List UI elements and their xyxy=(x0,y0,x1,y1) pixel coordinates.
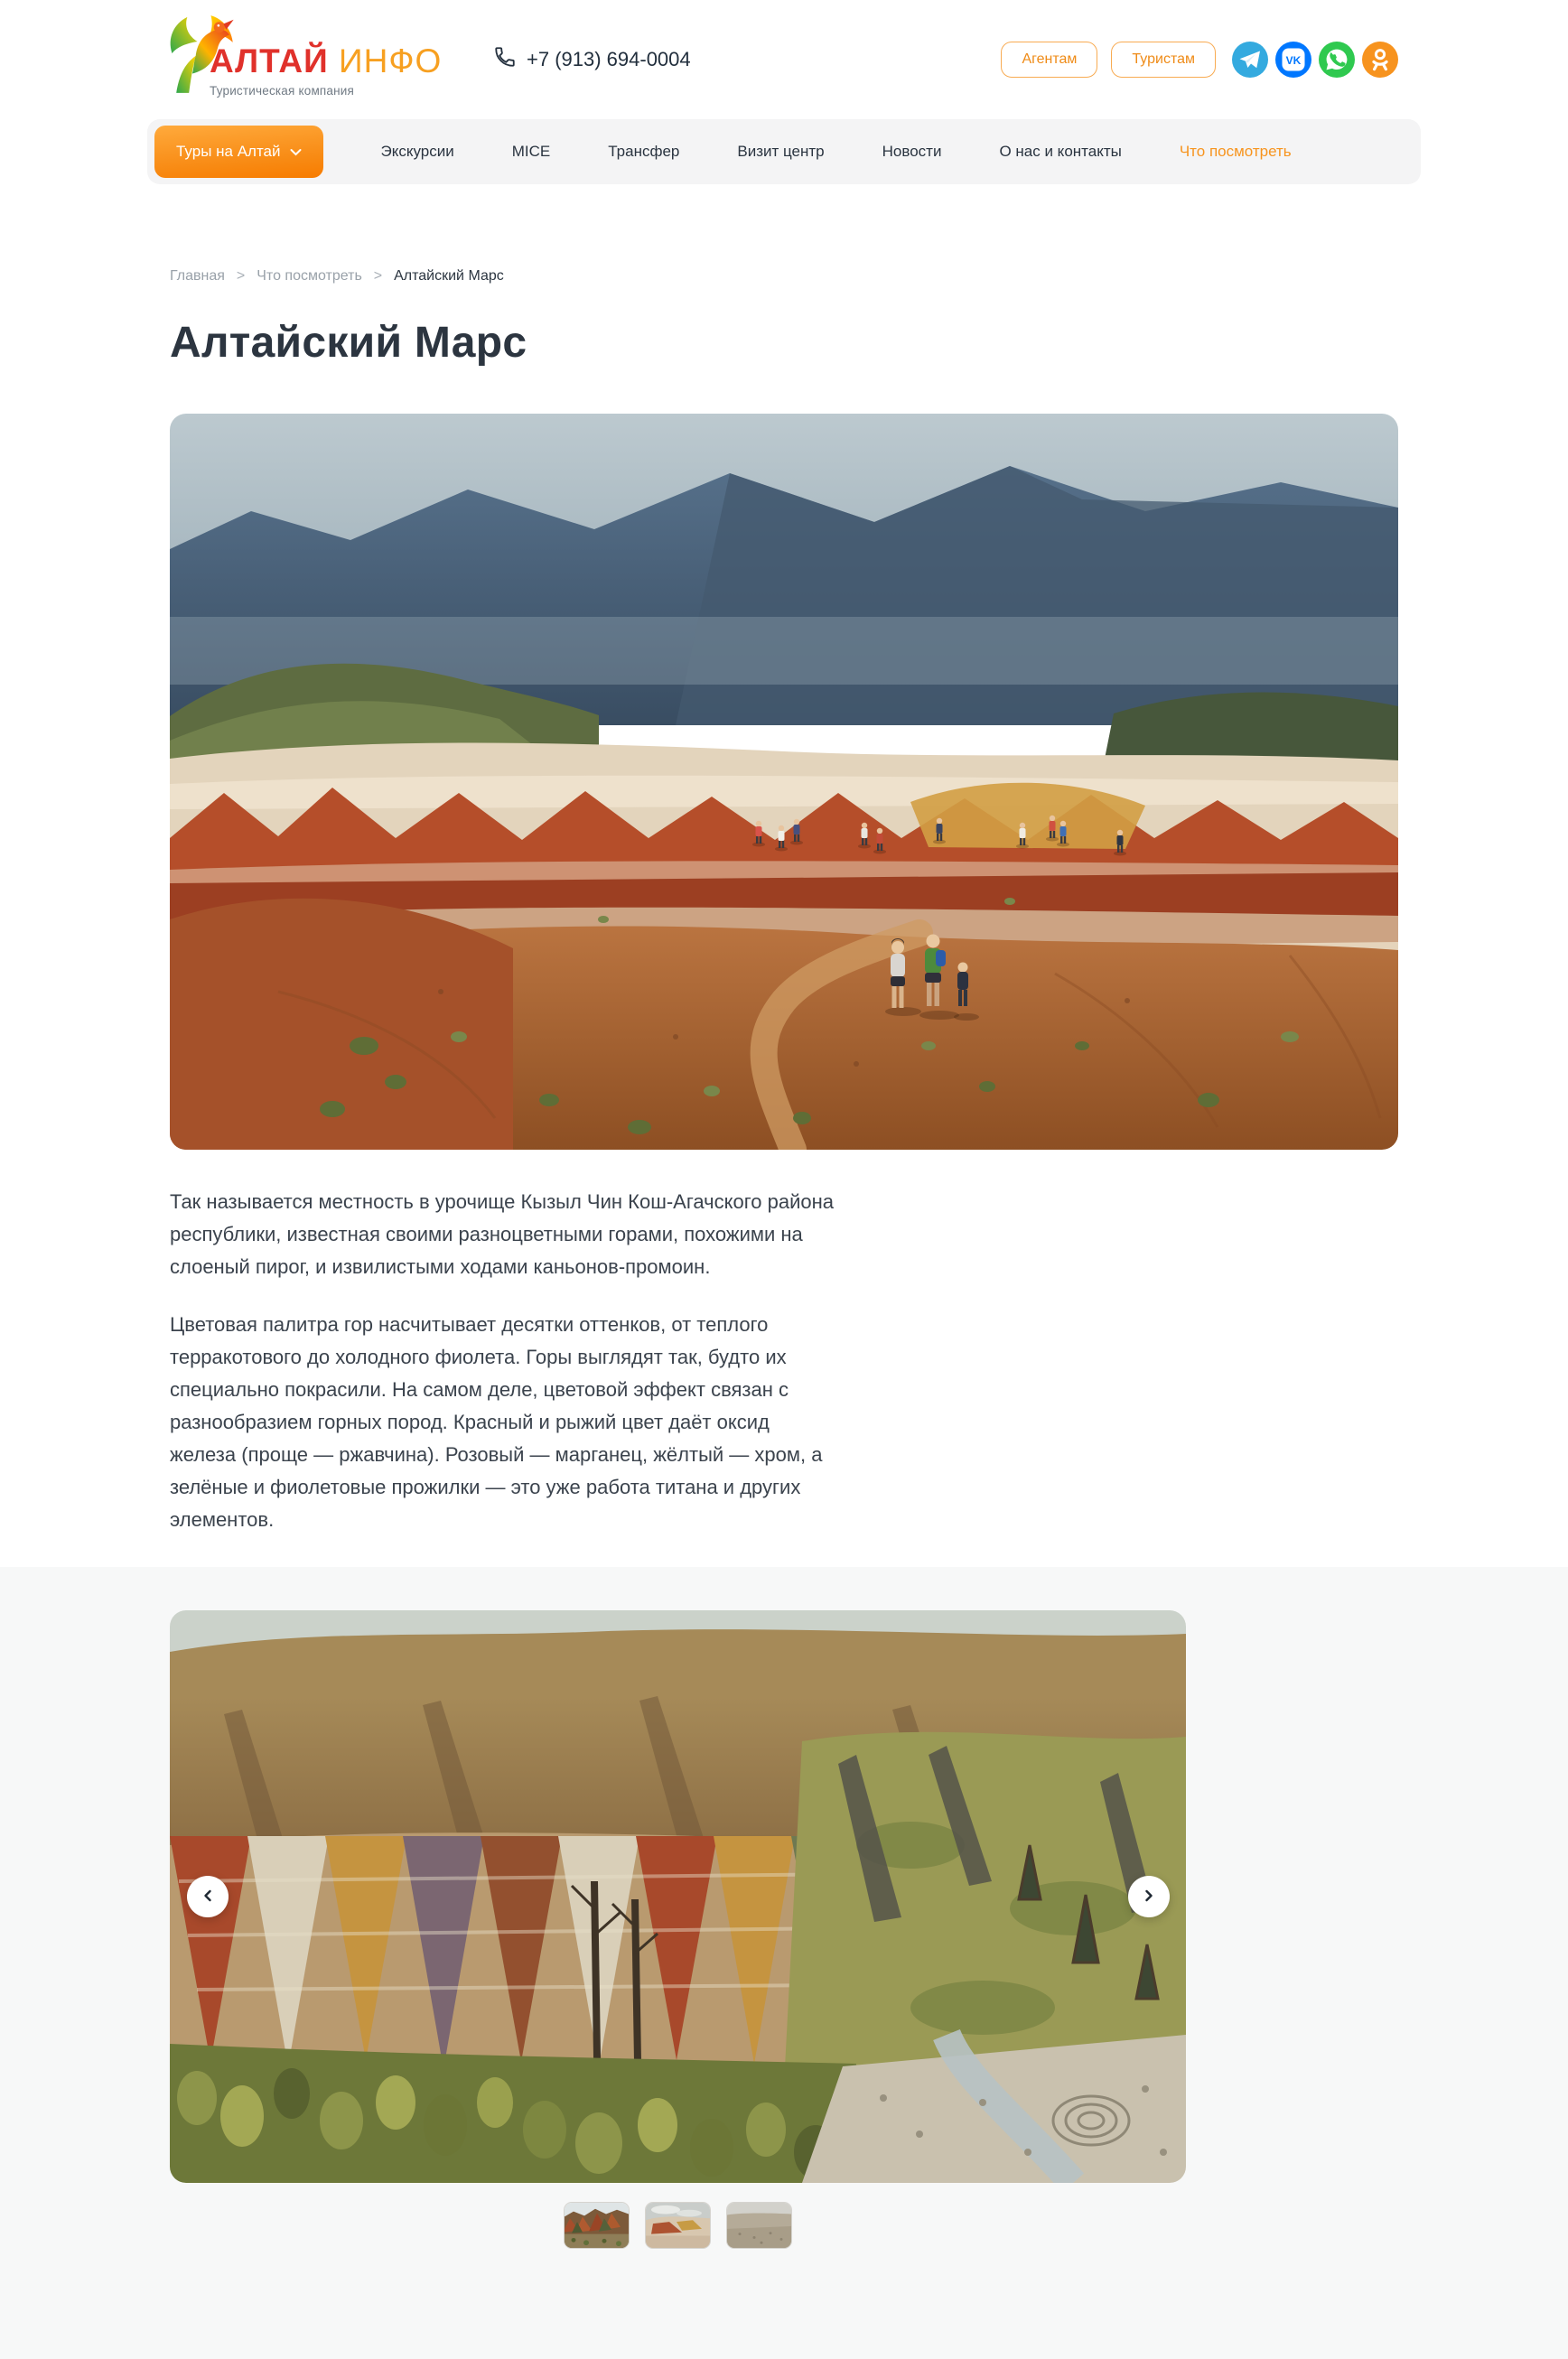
nav-item-what-to-see[interactable]: Что посмотреть xyxy=(1179,143,1292,160)
carousel-thumbnail-2[interactable] xyxy=(645,2202,711,2249)
svg-text:VK: VK xyxy=(1285,53,1302,67)
nav-item-transfer[interactable]: Трансфер xyxy=(608,143,680,160)
page-title: Алтайский Марс xyxy=(170,319,527,367)
hero-image xyxy=(170,414,1398,1150)
logo-title-secondary: ИНФО xyxy=(339,42,443,79)
nav-item-about[interactable]: О нас и контакты xyxy=(999,143,1122,160)
paragraph-1: Так называется местность в урочище Кызыл Чин Кош-Агачского района республики, известная своими разноцветными горами, похожими на слоеный пирог, и извилистыми ходами каньонов-промоин. xyxy=(170,1190,834,1278)
phone-icon xyxy=(493,45,517,74)
phone-number: +7 (913) 694-0004 xyxy=(527,48,691,70)
carousel-thumbnail-1[interactable] xyxy=(564,2202,630,2249)
paragraph-2: Цветовая палитра гор насчитывает десятки оттенков, от теплого терракотового до холодного фиолета. Горы выглядят так, будто их специально покрасили. На самом деле, цветовой эффект связан с разнообразием горных пород. Красный и рыжий цвет даёт оксид железа (проще — ржавчина). Розовый — марганец, жёлтый — хром, а зелёные и фиолетовые прожилки — это уже работа титана и других элементов. xyxy=(170,1313,823,1531)
carousel-prev-button[interactable] xyxy=(187,1876,229,1917)
breadcrumb-home[interactable]: Главная xyxy=(170,268,225,284)
phone-link[interactable] xyxy=(493,45,691,74)
chevron-down-icon xyxy=(290,143,302,161)
header-actions xyxy=(1001,42,1216,78)
main-nav xyxy=(147,119,1421,184)
logo[interactable] xyxy=(170,7,468,112)
carousel-thumbnails xyxy=(170,2202,1186,2249)
carousel-image xyxy=(170,1610,1186,2183)
logo-title xyxy=(210,42,442,79)
carousel-thumbnail-3[interactable] xyxy=(726,2202,792,2249)
image-carousel xyxy=(170,1610,1186,2183)
chevron-right-icon xyxy=(1143,1888,1155,1906)
chevron-left-icon xyxy=(201,1888,214,1906)
breadcrumb-separator: > xyxy=(236,268,246,284)
header xyxy=(0,0,1568,119)
breadcrumb-current: Алтайский Марс xyxy=(394,268,504,284)
nav-item-excursions[interactable]: Экскурсии xyxy=(380,143,454,160)
tourists-button[interactable]: Туристам xyxy=(1111,42,1216,78)
nav-item-visit-center[interactable]: Визит центр xyxy=(737,143,825,160)
nav-item-mice[interactable]: MICE xyxy=(511,143,551,160)
logo-subtitle: Туристическая компания xyxy=(210,84,355,98)
nav-tours-button[interactable]: Туры на Алтай xyxy=(154,126,323,178)
breadcrumb-separator: > xyxy=(373,268,383,284)
whatsapp-icon[interactable] xyxy=(1319,42,1355,78)
nav-item-news[interactable]: Новости xyxy=(882,143,942,160)
gallery-section xyxy=(0,1567,1568,2359)
agents-button[interactable]: Агентам xyxy=(1001,42,1097,78)
carousel-next-button[interactable] xyxy=(1128,1876,1170,1917)
social-links xyxy=(1232,42,1398,78)
breadcrumb-what-to-see[interactable]: Что посмотреть xyxy=(257,268,362,284)
vk-icon[interactable] xyxy=(1275,42,1311,78)
breadcrumb xyxy=(170,267,1398,285)
logo-title-primary: АЛТАЙ xyxy=(210,42,329,79)
odnoklassniki-icon[interactable] xyxy=(1362,42,1398,78)
telegram-icon[interactable] xyxy=(1232,42,1268,78)
article xyxy=(170,1186,1398,1536)
